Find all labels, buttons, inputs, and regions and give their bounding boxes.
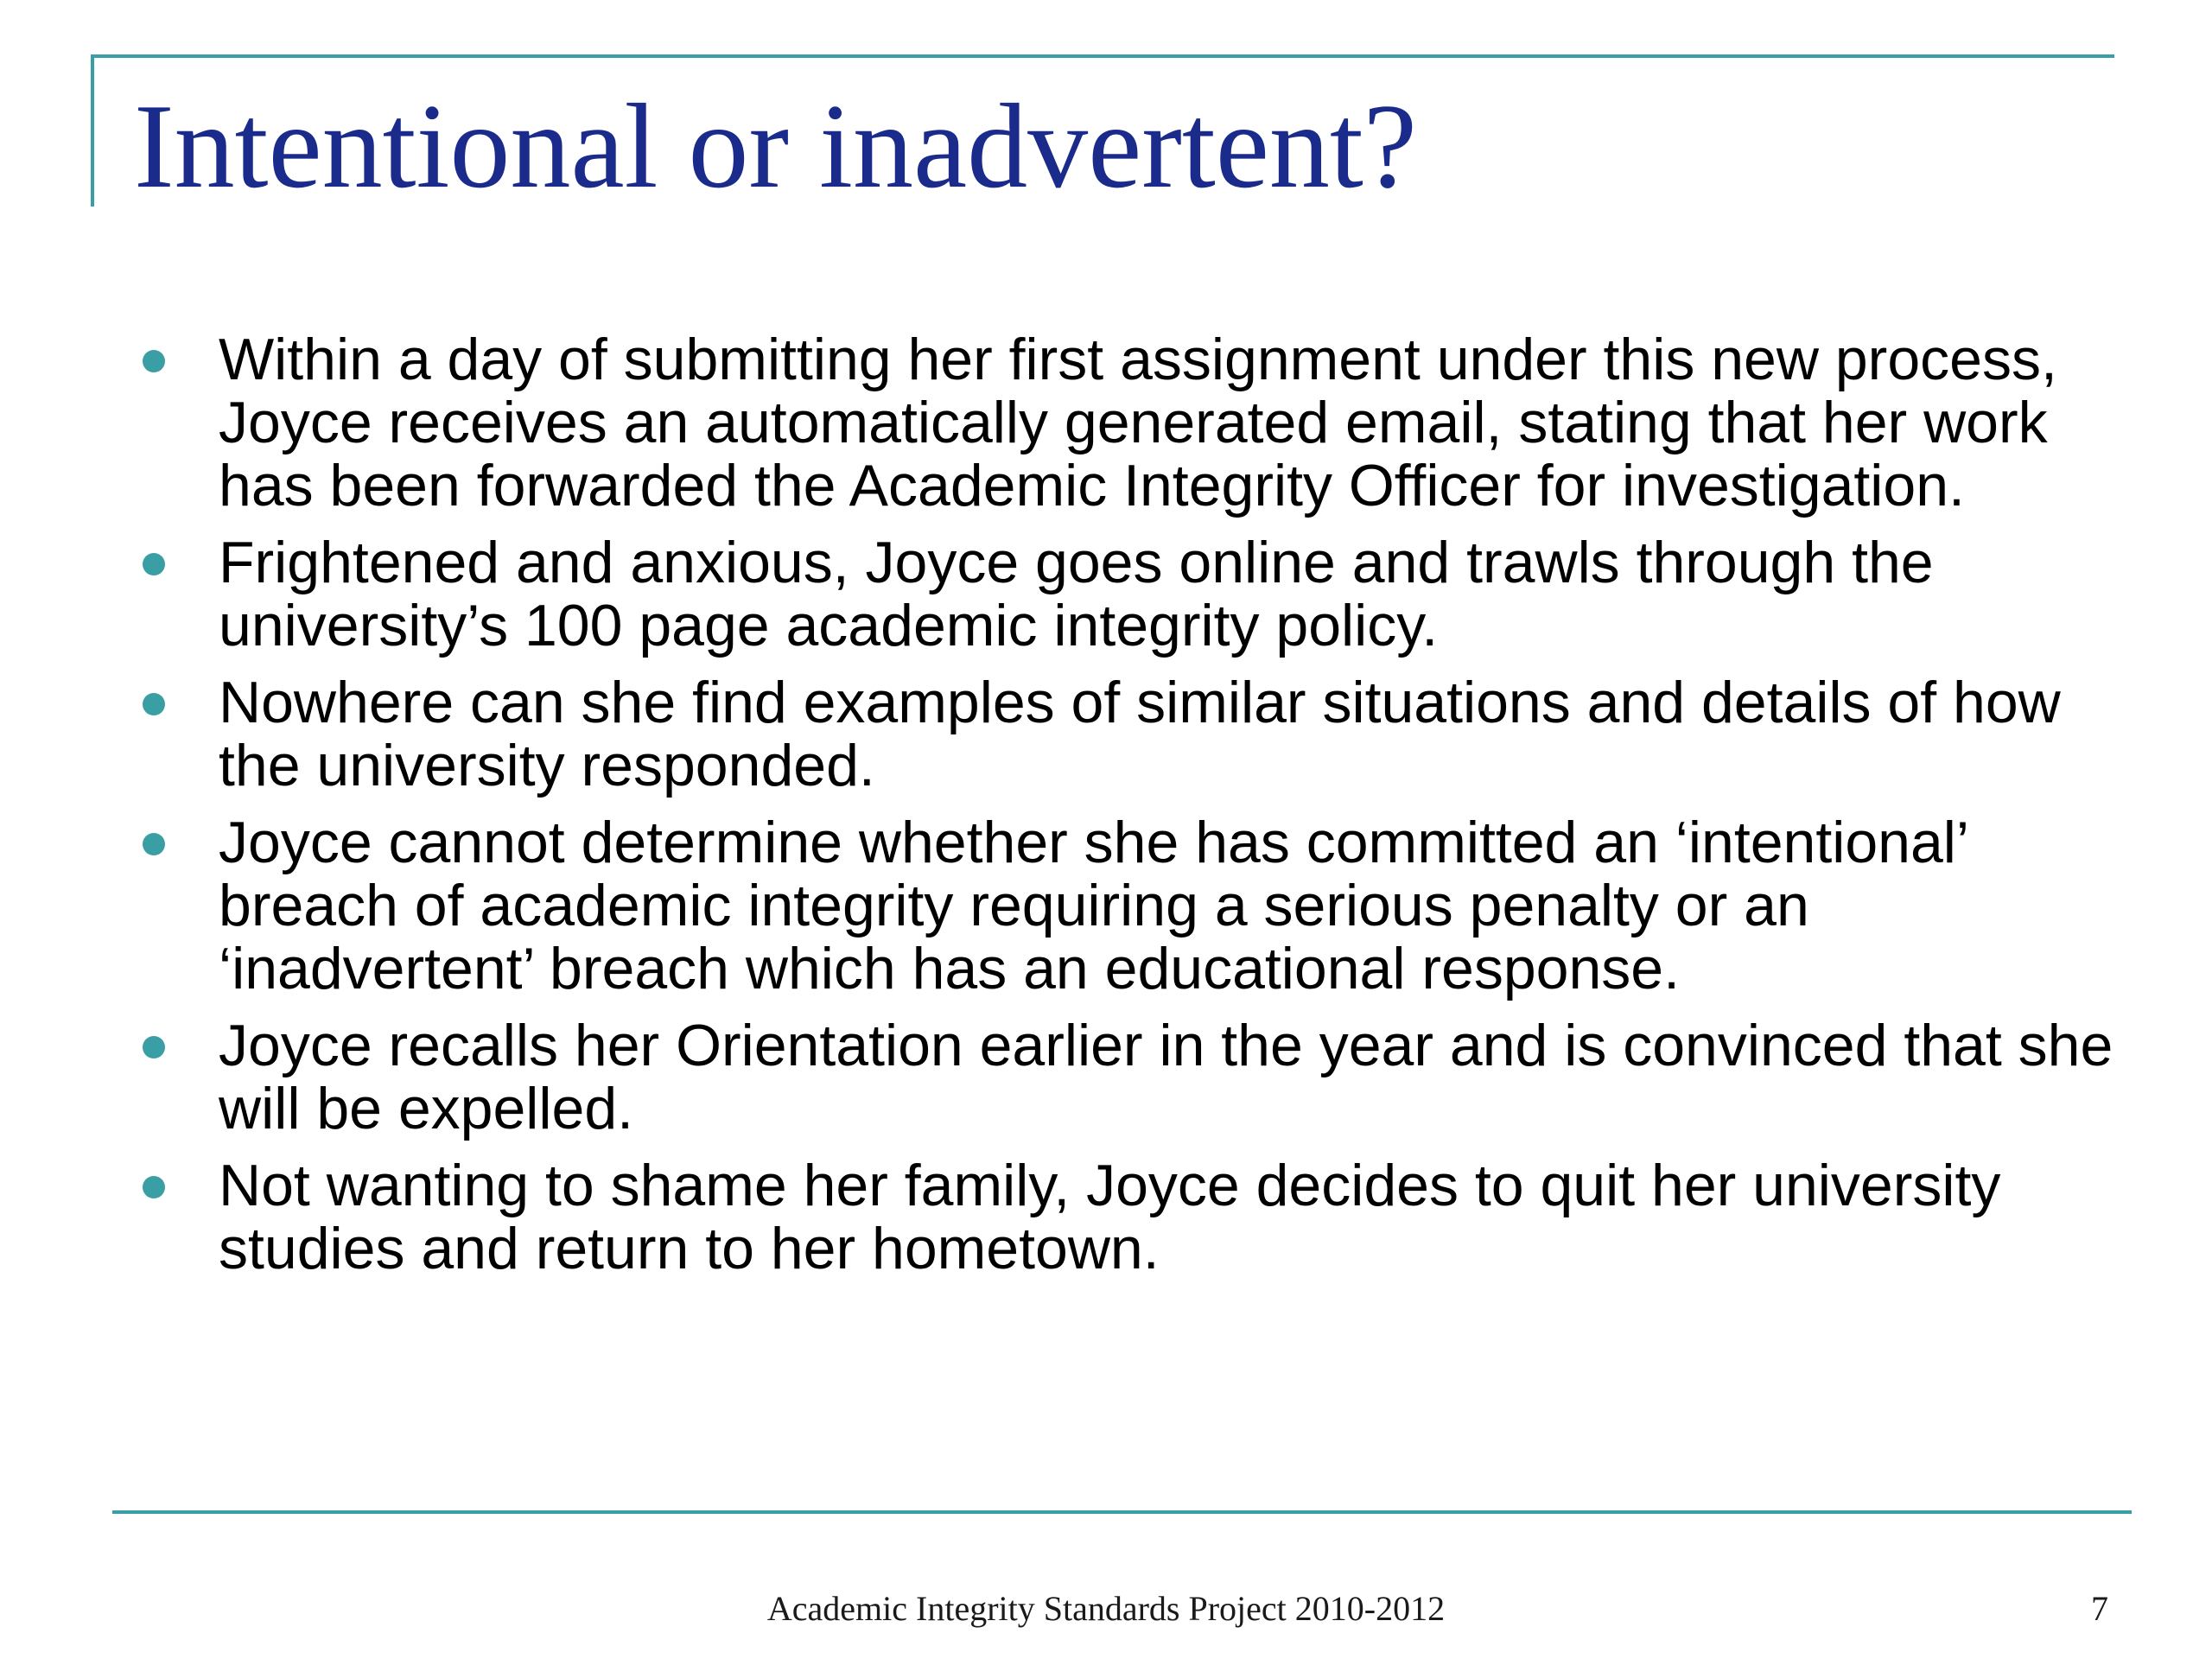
bullet-dot-icon bbox=[143, 1036, 165, 1058]
bullet-text: Joyce cannot determine whether she has committed an ‘intentional’ breach of academic integrity requiring a serious penalty or an ‘inadvertent’ breach which has an educational response. bbox=[219, 810, 1967, 1001]
bullet-dot-icon bbox=[143, 693, 165, 715]
bottom-rule bbox=[112, 1510, 2132, 1514]
bullet-item bbox=[132, 328, 2120, 518]
bullet-text: Joyce recalls her Orientation earlier in the year and is convinced that she will be expelled. bbox=[219, 1013, 2113, 1141]
bullet-item bbox=[132, 531, 2120, 658]
left-rule bbox=[91, 54, 94, 207]
bullet-text: Within a day of submitting her first assignment under this new process, Joyce receives an automatically generated email, stating that her work has been forwarded the Academic Integrity Officer for investigation. bbox=[219, 327, 2057, 518]
bullet-text: Nowhere can she find examples of similar situations and details of how the university responded. bbox=[219, 670, 2061, 798]
bullet-item bbox=[132, 1154, 2120, 1281]
slide-title: Intentional or inadvertent? bbox=[134, 79, 1417, 213]
bullet-item bbox=[132, 1014, 2120, 1141]
bullet-item bbox=[132, 811, 2120, 1001]
footer-text: Academic Integrity Standards Project 2010-2012 bbox=[766, 1589, 1446, 1628]
bullet-item bbox=[132, 671, 2120, 798]
bullet-dot-icon bbox=[143, 350, 165, 372]
top-rule bbox=[91, 54, 2114, 58]
bullet-dot-icon bbox=[143, 833, 165, 855]
bullet-dot-icon bbox=[143, 1176, 165, 1198]
bullet-list bbox=[132, 328, 2120, 1294]
bullet-text: Frightened and anxious, Joyce goes online and trawls through the university’s 100 page academic integrity policy. bbox=[219, 530, 1934, 658]
bullet-dot-icon bbox=[143, 553, 165, 575]
page-number: 7 bbox=[2091, 1589, 2108, 1628]
bullet-text: Not wanting to shame her family, Joyce decides to quit her university studies and return to her hometown. bbox=[219, 1153, 2001, 1281]
